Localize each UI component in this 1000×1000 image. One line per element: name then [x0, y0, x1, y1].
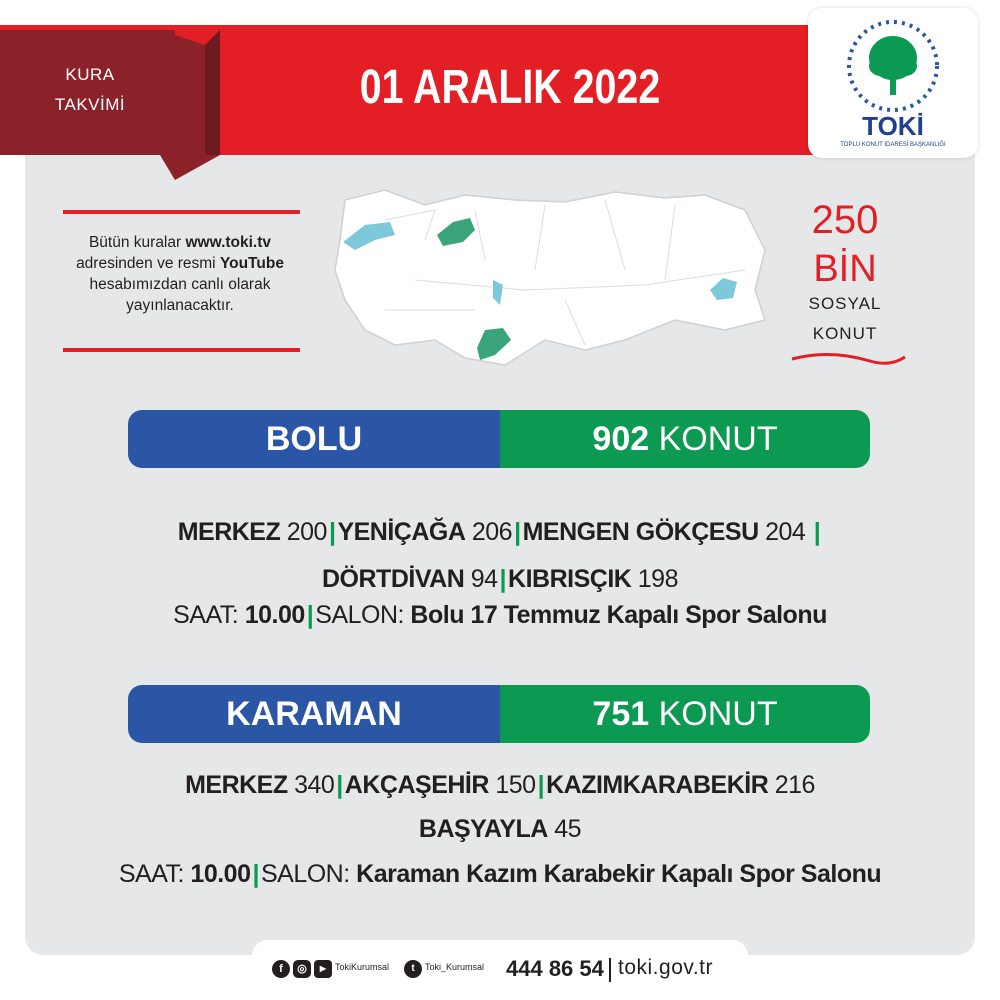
tree-emblem-icon	[833, 18, 953, 113]
youtube-icon[interactable]: ▶	[314, 960, 332, 978]
facebook-icon[interactable]: f	[272, 960, 290, 978]
venue-label: SALON:	[260, 860, 350, 888]
website-link[interactable]: toki.gov.tr	[618, 956, 713, 979]
district-name: KAZIMKARABEKİR	[546, 771, 769, 799]
stat-number: 250	[811, 198, 879, 242]
district-line-1: MERKEZ 340|AKÇAŞEHİR 150|KAZIMKARABEKİR 216	[185, 771, 815, 799]
info-youtube: YouTube	[219, 255, 284, 272]
schedule-line: SAAT: 10.00|SALON: Bolu 17 Temmuz Kapalı Spor Salonu	[173, 601, 827, 629]
social-handle-2[interactable]: Toki_Kurumsal	[425, 962, 485, 972]
stat-bin: BİN	[813, 248, 877, 290]
section-bar-karaman	[128, 685, 870, 743]
district-name: BAŞYAYLA	[418, 815, 548, 843]
time-label: SAAT:	[118, 860, 184, 888]
instagram-icon[interactable]: ◎	[293, 960, 311, 978]
district-value: 198	[637, 565, 678, 593]
district-value: 150	[495, 771, 536, 799]
district-name: MENGEN GÖKÇESU	[522, 518, 759, 546]
time-label: SAAT:	[173, 601, 239, 629]
district-value: 94	[470, 565, 498, 593]
venue-value: Karaman Kazım Karabekir Kapalı Spor Salonu	[356, 860, 882, 888]
logo-subtitle: TOPLU KONUT İDARESİ BAŞKANLIĞI	[840, 142, 946, 148]
toki-logo	[808, 8, 978, 158]
tab-line-1: KURA	[65, 65, 115, 84]
count-panel	[500, 410, 870, 468]
district-value: 216	[774, 771, 815, 799]
district-name: YENİÇAĞA	[337, 518, 466, 546]
time-value: 10.00	[244, 601, 305, 629]
broadcast-info	[60, 232, 300, 316]
district-name: MERKEZ	[177, 518, 281, 546]
district-name: DÖRTDİVAN	[322, 565, 465, 593]
city-panel	[128, 685, 500, 743]
district-value: 45	[554, 815, 582, 843]
footer-divider	[609, 958, 611, 982]
district-line-2: DÖRTDİVAN 94|KIBRISÇIK 198	[322, 565, 678, 593]
social-handle-1[interactable]: TokiKurumsal	[335, 962, 390, 972]
venue-value: Bolu 17 Temmuz Kapalı Spor Salonu	[410, 601, 827, 629]
info-text-3: hesabımızdan canlı olarak yayınlanacaktır.	[89, 276, 271, 314]
section-bar-bolu	[128, 410, 870, 468]
time-value: 10.00	[190, 860, 251, 888]
phone-number[interactable]: 444 86 54	[506, 956, 604, 981]
district-name: KIBRISÇIK	[508, 565, 632, 593]
city-name: BOLU	[265, 420, 363, 458]
city-panel	[128, 410, 500, 468]
stat-line-2: KONUT	[812, 324, 878, 343]
count-unit: KONUT	[658, 695, 778, 733]
schedule-line: SAAT: 10.00|SALON: Karaman Kazım Karabekir Kapalı Spor Salonu	[118, 860, 882, 888]
turkey-map-icon	[325, 180, 775, 380]
district-line-1: MERKEZ 200|YENİÇAĞA 206|MENGEN GÖKÇESU 204 |	[177, 518, 821, 546]
district-value: 206	[471, 518, 513, 546]
district-name: AKÇAŞEHİR	[344, 771, 489, 799]
info-text-2: adresinden ve resmi	[76, 255, 220, 272]
venue-label: SALON:	[315, 601, 404, 629]
page-title: 01 ARALIK 2022	[359, 61, 661, 114]
district-value: 200	[286, 518, 327, 546]
count-panel	[500, 685, 870, 743]
divider-top	[63, 210, 300, 214]
district-line-2	[0, 815, 1000, 844]
swoosh-icon	[790, 345, 910, 375]
housing-count	[500, 693, 870, 735]
footer-bar	[252, 940, 748, 998]
tab-line-2: TAKVİMİ	[54, 95, 126, 114]
count-unit: KONUT	[658, 420, 778, 458]
logo-name: TOKİ	[862, 111, 924, 141]
ribbon-fold-icon	[160, 30, 220, 180]
district-name: MERKEZ	[185, 771, 288, 799]
stat-line-1: SOSYAL	[808, 294, 882, 313]
info-site-link[interactable]: www.toki.tv	[185, 234, 272, 251]
district-value: 340	[294, 771, 335, 799]
calendar-tab-label	[20, 60, 160, 120]
twitter-icon[interactable]: t	[404, 960, 422, 978]
housing-count	[500, 418, 870, 460]
divider-bottom	[63, 348, 300, 352]
count-value: 751	[592, 695, 650, 733]
count-value: 902	[592, 420, 650, 458]
district-value: 204	[765, 518, 806, 546]
city-name: KARAMAN	[226, 695, 402, 733]
info-text-1: Bütün kuralar	[88, 234, 186, 251]
